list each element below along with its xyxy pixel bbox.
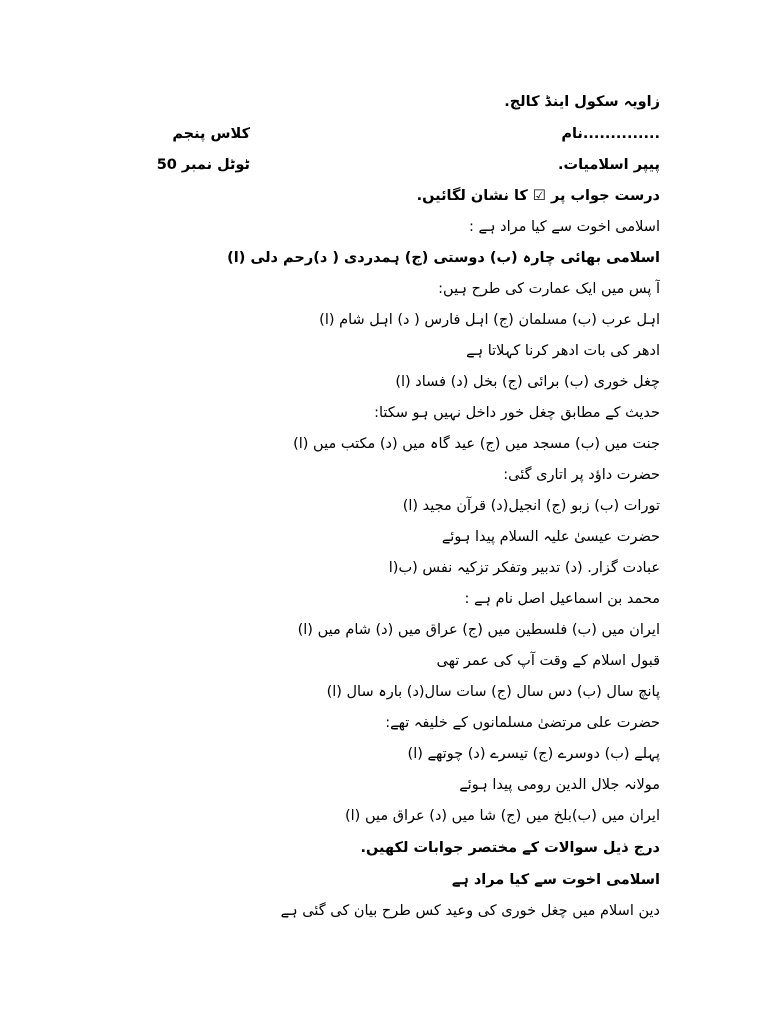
school-name: زاویہ سکول اینڈ کالج.	[504, 94, 660, 110]
mcq-options: عبادت گزار. (د) تدبیر وتفکر تزکیہ نفس (ب(ا	[388, 560, 660, 576]
mcq-question: قبول اسلام کے وقت آپ کی عمر تھی	[436, 653, 660, 669]
mcq-options: ایران میں (ب) فلسطین میں (ج) عراق میں (د) شام میں (ا)	[297, 622, 660, 638]
mcq-options: پانچ سال (ب) دس سال (ج) سات سال(د) بارہ سال (ا)	[326, 684, 660, 700]
class-label: کلاس پنجم	[172, 126, 250, 142]
class-name-row	[60, 124, 660, 144]
mcq-question: اسلامی اخوت سے کیا مراد ہے :	[469, 219, 660, 235]
mcq-question: مولانہ جلال الدین رومی پیدا ہوئے	[459, 777, 660, 793]
mcq-question: حضرت علی مرتضیٰ مسلمانوں کے خلیفہ تھے:	[385, 715, 660, 731]
mcq-question: آ پس میں ایک عمارت کی طرح ہیں:	[438, 281, 660, 297]
section2-title: درج ذیل سوالات کے مختصر جوابات لکھیں.	[360, 840, 660, 856]
paper-title: پیپر اسلامیات.	[557, 157, 660, 173]
mcq-options: اہل عرب (ب) مسلمان (ج) اہل فارس ( د) اہل شام (ا)	[319, 312, 660, 328]
mcq-options: تورات (ب) زبو (ج) انجیل(د) قرآن مجید (ا)	[402, 498, 660, 514]
mcq-options: اسلامی بھائی چارہ (ب) دوستی (ج) ہمدردی ( د)رحم دلی (ا)	[227, 250, 660, 266]
short-question: اسلامی اخوت سے کیا مراد ہے	[451, 872, 660, 888]
name-label: ..............نام	[561, 126, 660, 142]
mcq-question: ادھر کی بات ادھر کرنا کہلاتا ہے	[466, 343, 660, 359]
short-question: دین اسلام میں چغل خوری کی وعید کس طرح بیان کی گئی ہے	[280, 903, 660, 919]
mcq-question: حضرت داؤد پر اتاری گئی:	[503, 467, 660, 483]
mcq-options: جنت میں (ب) مسجد میں (ج) عید گاہ میں (د) مکتب میں (ا)	[293, 436, 660, 452]
total-marks: ٹوٹل نمبر 50	[156, 157, 250, 173]
mcq-options: چغل خوری (ب) برائی (ج) بخل (د) فساد (ا)	[395, 374, 660, 390]
mcq-question: محمد بن اسماعیل اصل نام ہے :	[464, 591, 660, 607]
mcq-options: ایران میں (ب)بلخ میں (ج) شا میں (د) عراق میں (ا)	[345, 808, 660, 824]
mcq-question: حضرت عیسیٰ علیہ السلام پیدا ہوئے	[441, 529, 660, 545]
mcq-options: پہلے (ب) دوسرے (ج) تیسرے (د) چوتھے (ا)	[407, 746, 660, 762]
mcq-question: حدیث کے مطابق چغل خور داخل نہیں ہو سکتا:	[374, 405, 660, 421]
section1-title: درست جواب پر ☑ کا نشان لگائیں.	[416, 188, 660, 204]
marks-paper-row	[60, 155, 660, 175]
